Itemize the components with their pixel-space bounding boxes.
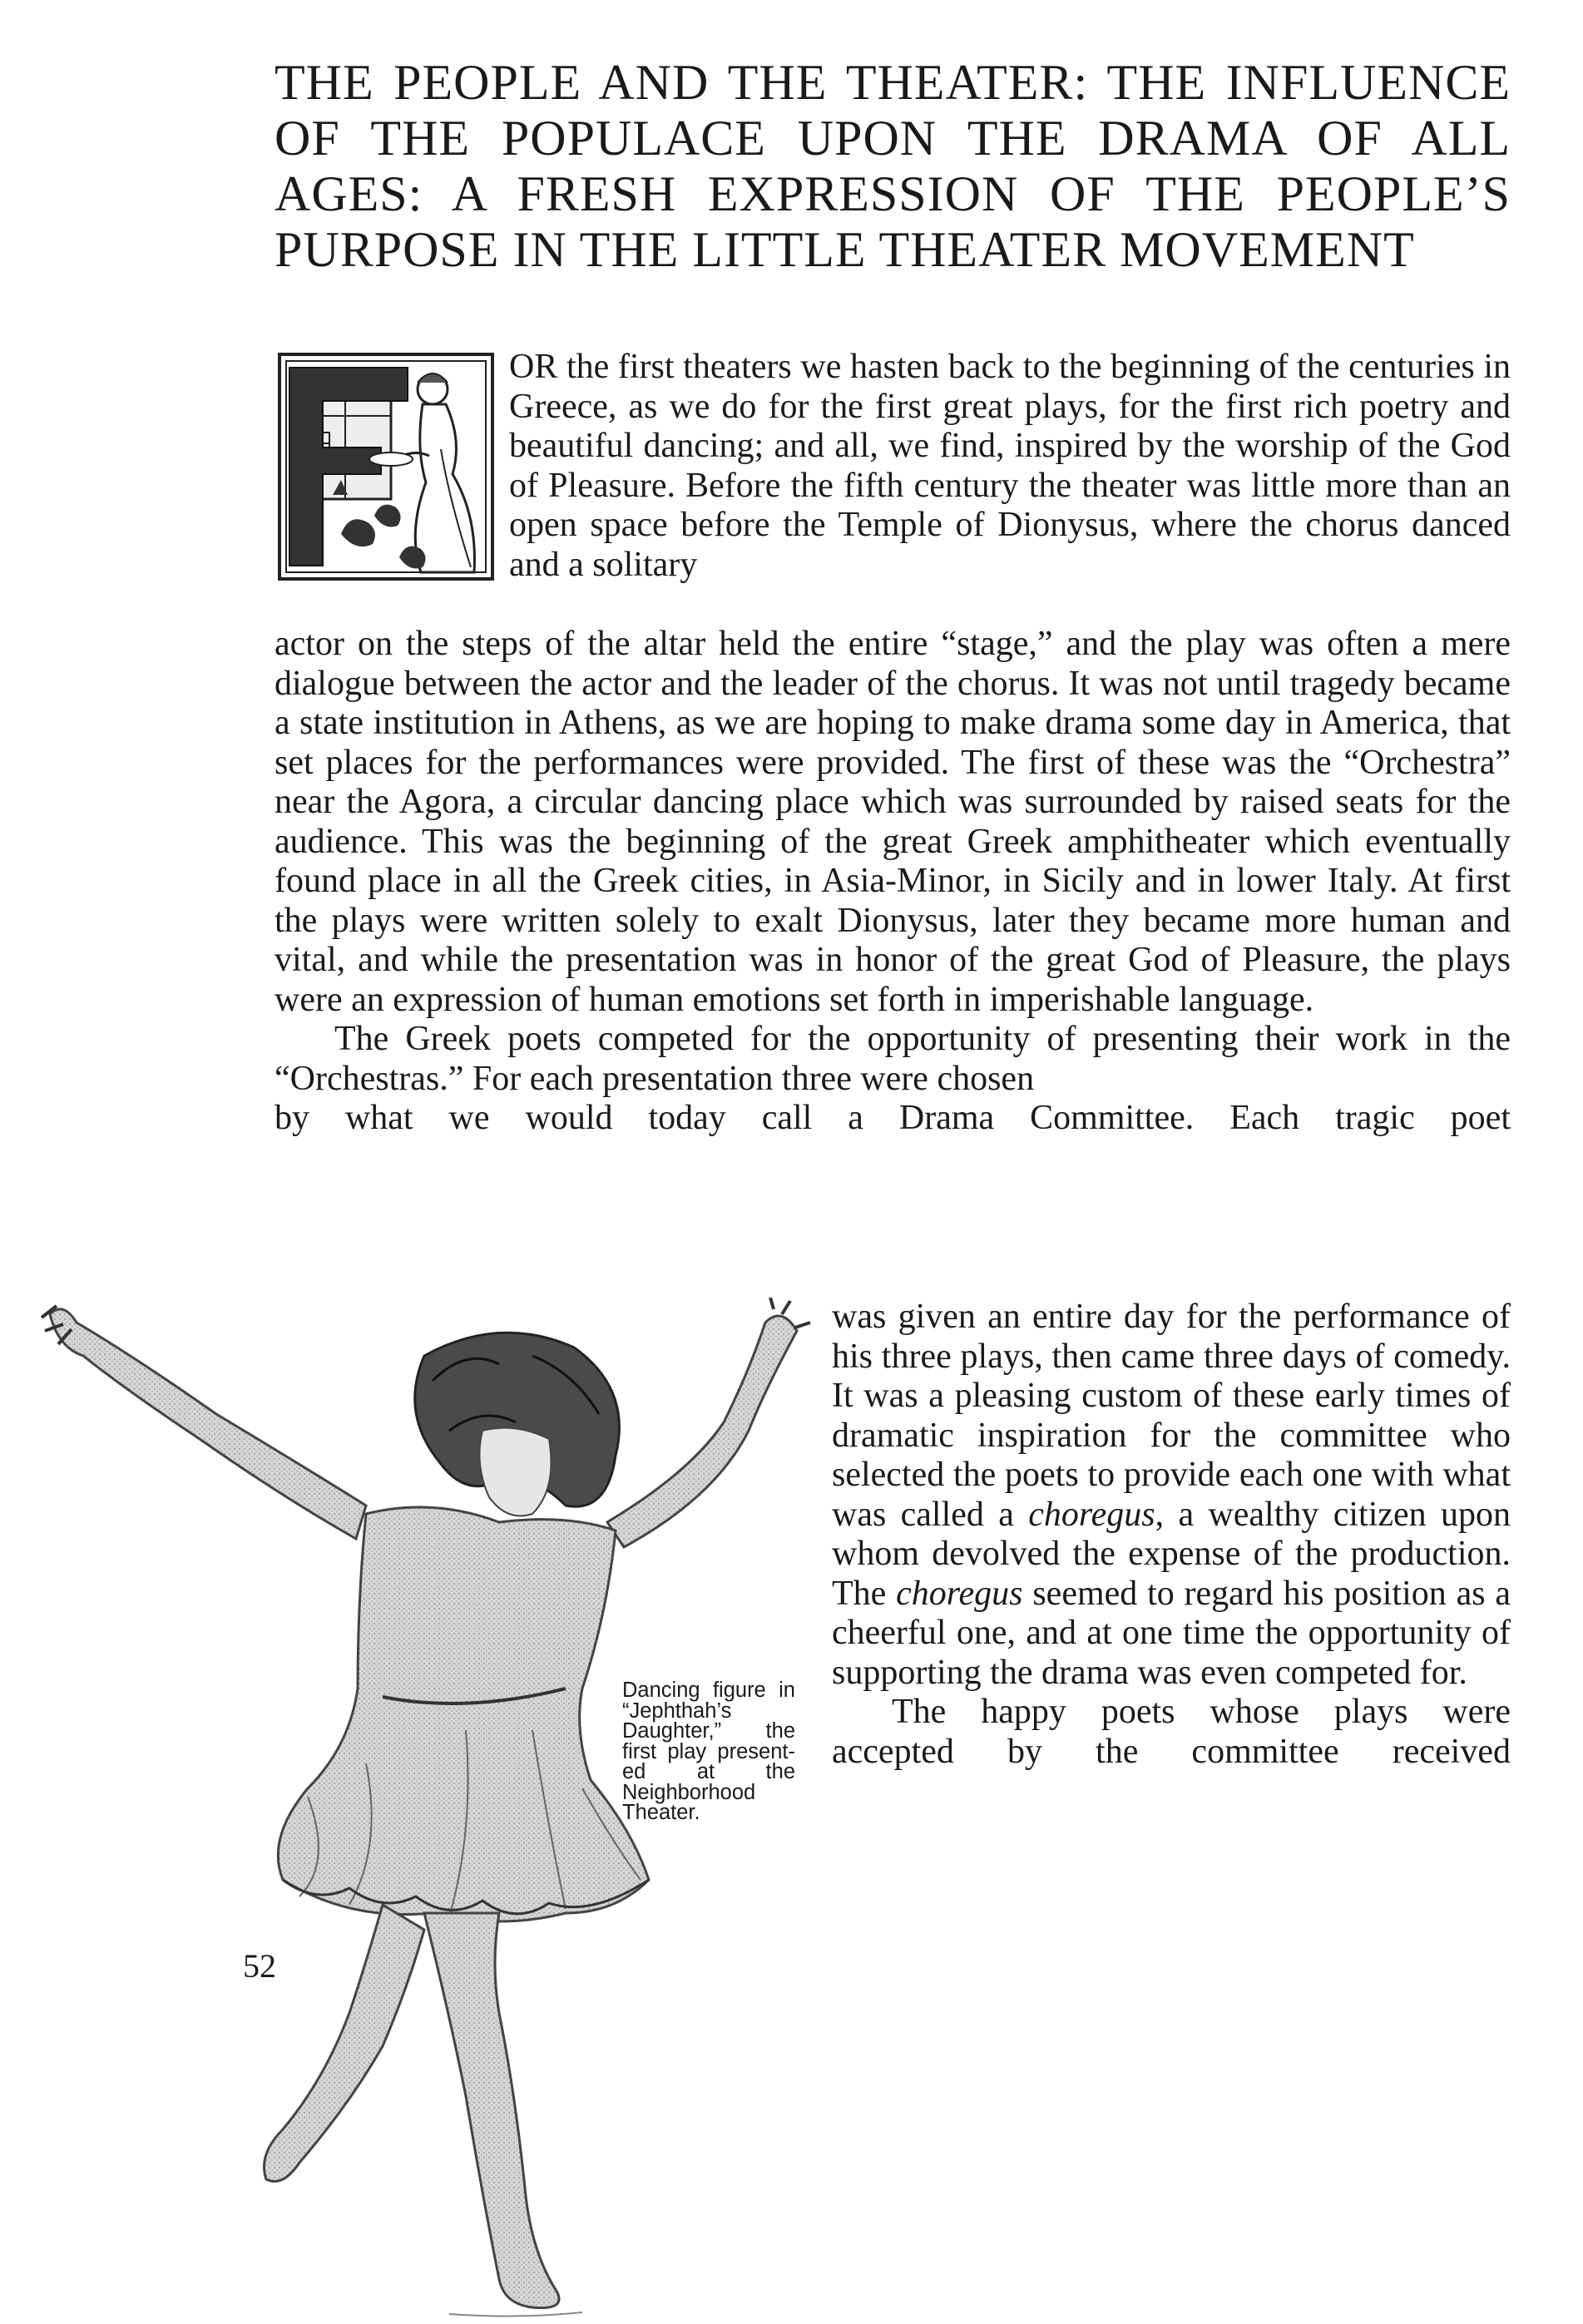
paragraph-3-line-2: accepted by the committee received — [832, 1732, 1511, 1771]
paragraph-3-line-1: The happy poets whose plays were — [892, 1693, 1511, 1731]
paragraph-1-opening: OR the first theaters we hasten back to the beginning of the centuries in Greece, as we do for the first great plays, for the first rich poetry and beautiful dancing; and all, we find, inspired by the worship of the God of Pleasure. Before the fifth century the theater was little more than an open space before the Temple of Dionysus, where the chorus danced and a solitary — [509, 348, 1511, 584]
drop-cap-letter-f-icon — [275, 349, 497, 584]
right-column-text — [832, 1298, 1511, 1772]
page-number: 52 — [243, 1947, 276, 1985]
drop-cap-illustration — [275, 349, 497, 584]
choregus-term: choregus — [1028, 1495, 1155, 1534]
paragraph-1-rest: actor on the steps of the altar held the entire “stage,” and the play was often a mere dialogue between the actor and the leader of the chorus. It was not until tragedy became a state institution in Athens, as we are hoping to make drama some day in America, that set places for the performances were provided. The first of these was the “Orchestra” near the Agora, a circular dancing place which was surrounded by raised seats for the audience. This was the beginning of the great Greek amphitheater which eventually found place in all the Greek cities, in Asia-Minor, in Sicily and in lower Italy. At first the plays were written solely to exalt Dionysus, later they became more human and vital, and while the presentation was in honor of the great God of Pleasure, the plays were an expression of human emotions set forth in imperishable language. — [275, 625, 1511, 1019]
paragraph-2-line: by what we would today call a Drama Committee. Each tragic poet — [275, 1099, 1511, 1137]
paragraph-1-body — [275, 625, 1511, 1139]
paragraph-2-continued: was given an entire day for the performance of his three plays, then came three days of comedy. It was a pleasing custom of these early times of dramatic inspiration for the committee who selected the poets to provide each one with what was called a choregus, a wealthy citizen upon whom devolved the expense of the production. The choregus seemed to regard his position as a cheerful one, and at one time the opportunity of supporting the drama was even competed for. — [832, 1298, 1511, 1692]
choregus-term: choregus — [896, 1574, 1023, 1613]
article-title: THE PEOPLE AND THE THEATER: THE INFLUENCE OF THE POPULACE UPON THE DRAMA OF ALL AGES: A FRESH EXPRESSION OF THE PEOPLE’S PURPOSE IN THE LITTLE THEATER MOVEMENT — [275, 55, 1511, 277]
paragraph-2-opening: The Greek poets competed for the opportunity of presenting their work in the “Orchestras.” For each presentation three were chosen — [275, 1020, 1511, 1098]
paragraph-1-cap-lines — [509, 348, 1511, 585]
illustration-caption: Dancing figure in “Jephthah’s Daughter,” the first play presented at the Neighborhood Theater. — [622, 1679, 795, 1824]
